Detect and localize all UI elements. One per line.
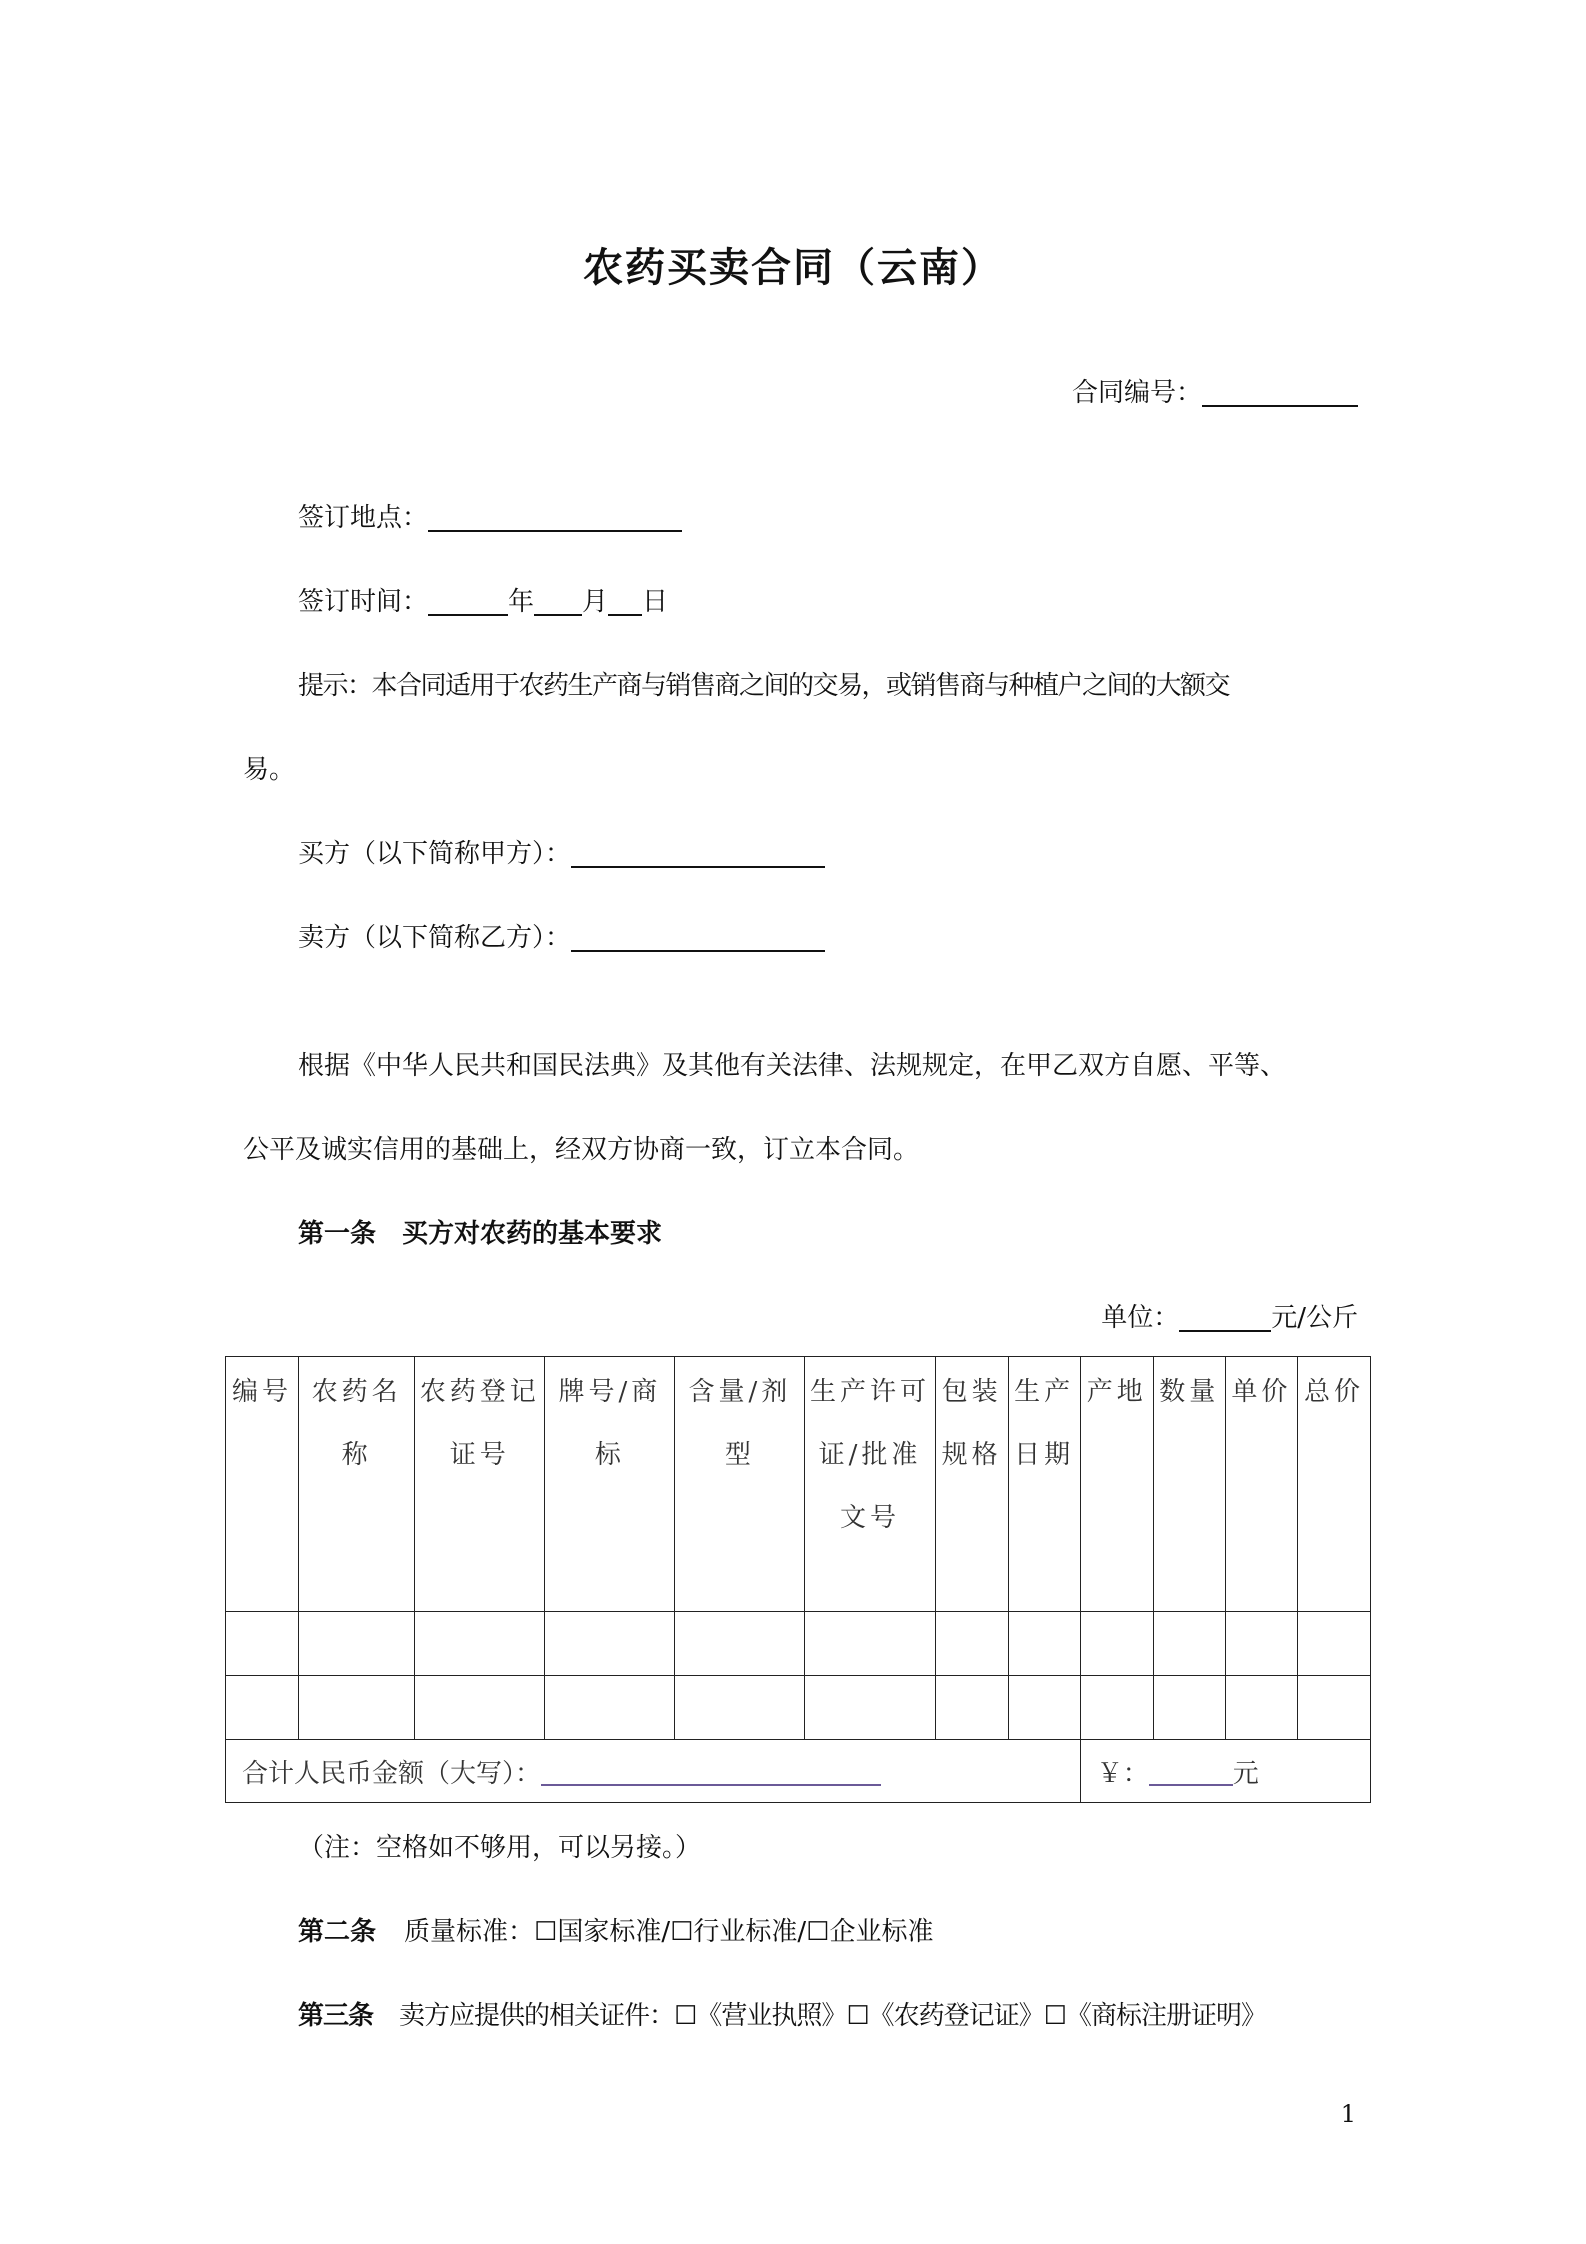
table-header-cell: 包装规格 <box>935 1357 1008 1612</box>
table-cell[interactable] <box>1225 1612 1297 1676</box>
table-header-cell: 含量/剂型 <box>675 1357 805 1612</box>
buyer-label: 买方（以下简称甲方）： <box>298 839 572 869</box>
table-cell[interactable] <box>1153 1612 1225 1676</box>
unit-blank[interactable] <box>1179 1302 1271 1332</box>
contract-number <box>1072 372 1358 409</box>
table-cell[interactable] <box>935 1612 1008 1676</box>
contract-number-blank[interactable] <box>1202 377 1358 407</box>
table-header-cell: 产地 <box>1080 1357 1153 1612</box>
table-cell[interactable] <box>675 1676 805 1740</box>
document-title: 农药买卖合同（云南） <box>583 245 1003 291</box>
year-blank[interactable] <box>428 586 508 616</box>
table-cell[interactable] <box>675 1612 805 1676</box>
table-cell[interactable] <box>1225 1676 1297 1740</box>
table-cell[interactable] <box>1153 1676 1225 1740</box>
table-header-cell: 农药名称 <box>299 1357 415 1612</box>
sign-place-label: 签订地点： <box>298 503 429 533</box>
article-2 <box>298 1911 933 1948</box>
table-cell[interactable] <box>1297 1676 1370 1740</box>
table-header-cell: 生产许可证/批准文号 <box>805 1357 935 1612</box>
table-cell[interactable] <box>415 1612 545 1676</box>
table-total-row <box>226 1740 1371 1803</box>
article-2-title: 第二条 <box>298 1917 377 1947</box>
tip-line-1: 提示：本合同适用于农药生产商与销售商之间的交易，或销售商与种植户之间的大额交 <box>298 671 1230 701</box>
total-amount-label: 合计人民币金额（大写）： <box>242 1758 542 1789</box>
article-1-title: 第一条 买方对农药的基本要求 <box>298 1219 663 1249</box>
year-label: 年 <box>508 587 535 617</box>
article-3-title: 第三条 <box>298 2001 374 2031</box>
table-cell[interactable] <box>1080 1612 1153 1676</box>
table-cell[interactable] <box>299 1676 415 1740</box>
unit-line <box>1101 1297 1358 1334</box>
table-cell[interactable] <box>1297 1612 1370 1676</box>
table-header-cell: 单价 <box>1225 1357 1297 1612</box>
sign-place <box>298 497 682 534</box>
day-label: 日 <box>642 587 669 617</box>
table-cell[interactable] <box>299 1612 415 1676</box>
page-number: 1 <box>1340 2100 1356 2128</box>
total-amount-words-blank[interactable] <box>541 1758 881 1786</box>
table-cell[interactable] <box>226 1612 299 1676</box>
month-blank[interactable] <box>534 586 582 616</box>
tip-line-2: 易。 <box>243 755 296 785</box>
buyer-blank[interactable] <box>571 838 825 868</box>
table-cell[interactable] <box>805 1676 935 1740</box>
table-cell[interactable] <box>415 1676 545 1740</box>
table-header-cell: 数量 <box>1153 1357 1225 1612</box>
basis-line-1: 根据《中华人民共和国民法典》及其他有关法律、法规规定，在甲乙双方自愿、平等、 <box>298 1051 1287 1081</box>
table-note: （注：空格如不够用，可以另接。） <box>298 1833 702 1863</box>
table-cell[interactable] <box>935 1676 1008 1740</box>
article-3-text: 卖方应提供的相关证件：☐《营业执照》☐《农药登记证》☐《商标注册证明》 <box>399 2001 1266 2031</box>
table-row <box>226 1676 1371 1740</box>
table-cell[interactable] <box>1008 1676 1080 1740</box>
buyer-line <box>298 833 825 870</box>
table-row <box>226 1612 1371 1676</box>
basis-line-2: 公平及诚实信用的基础上，经双方协商一致，订立本合同。 <box>243 1135 920 1165</box>
yen-label: ￥： <box>1096 1758 1149 1789</box>
table-cell[interactable] <box>1080 1676 1153 1740</box>
table-cell[interactable] <box>545 1676 675 1740</box>
table-header-cell: 总价 <box>1297 1357 1370 1612</box>
table-cell[interactable] <box>1008 1612 1080 1676</box>
table-header-cell: 农药登记证号 <box>415 1357 545 1612</box>
table-cell[interactable] <box>226 1676 299 1740</box>
table-cell[interactable] <box>545 1612 675 1676</box>
table-header-cell: 牌号/商标 <box>545 1357 675 1612</box>
sign-time <box>298 581 668 618</box>
yuan-label: 元 <box>1232 1758 1259 1789</box>
unit-value: 元/公斤 <box>1271 1303 1358 1333</box>
sign-time-label: 签订时间： <box>298 587 429 617</box>
seller-label: 卖方（以下简称乙方）： <box>298 923 572 953</box>
table-header-row <box>226 1357 1371 1612</box>
article-2-text: 质量标准：☐国家标准/☐行业标准/☐企业标准 <box>404 1917 934 1947</box>
seller-blank[interactable] <box>571 922 825 952</box>
contract-number-label: 合同编号： <box>1071 378 1202 408</box>
unit-label: 单位： <box>1101 1303 1180 1333</box>
table-cell[interactable] <box>805 1612 935 1676</box>
table-header-cell: 编号 <box>226 1357 299 1612</box>
day-blank[interactable] <box>608 586 642 616</box>
total-amount-number-cell <box>1080 1740 1370 1803</box>
yen-amount-blank[interactable] <box>1149 1758 1233 1786</box>
article-3 <box>298 1995 1266 2032</box>
table-header-cell: 生产日期 <box>1008 1357 1080 1612</box>
sign-place-blank[interactable] <box>428 502 682 532</box>
pesticide-requirements-table <box>225 1356 1371 1803</box>
total-amount-words-cell <box>226 1740 1081 1803</box>
month-label: 月 <box>582 587 609 617</box>
seller-line <box>298 917 825 954</box>
